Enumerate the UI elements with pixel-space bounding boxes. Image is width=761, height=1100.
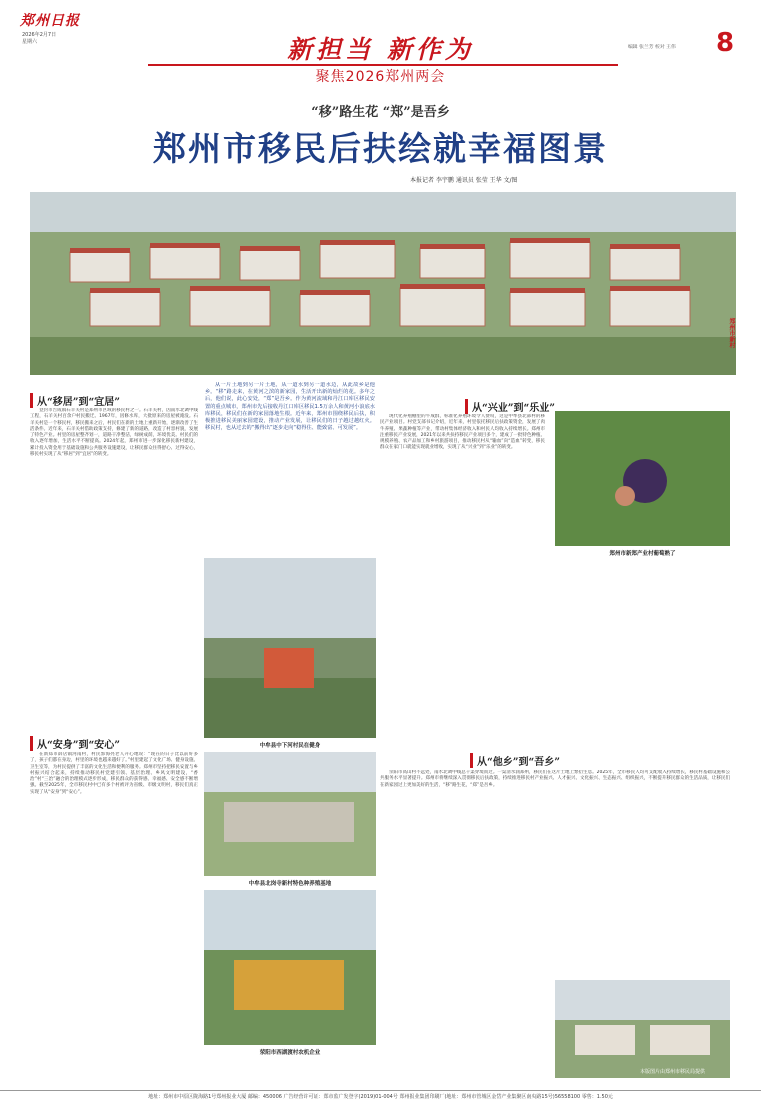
corner-illustration <box>555 980 730 1078</box>
breeding-base-illustration <box>204 752 376 876</box>
page-footer: 地址：郑州市中原区陇海路1号郑州报业大厦 邮编：450006 广告经营许可证：郑市监广发登字(2019)01-004号 郑州报业集团印刷厂(地址：郑州市管城区金岱产业集聚区南央路15号)56558100 零售：1.50元 <box>0 1090 761 1100</box>
village-photo-illustration <box>30 192 736 375</box>
image-fitness <box>204 558 376 738</box>
article-byline: 本报记者 李宇鹏 通讯员 张莹 王华 文/图 <box>410 177 518 184</box>
fitness-illustration <box>204 558 376 738</box>
section-body-1: 登封市告成镇石羊关村是郑州市区域的移民村之一。石羊关村，因南水北调中线工程，石羊关村百余户村民搬迁。1967年，因修水库，大批原来的房屋被淹没。石羊关村是一个移民村，移民搬来之后，村民们在新的土地上重新开始，逐渐改善了生活条件。近年来，石羊关村借助政策支持，修建了新的道路，改造了村容村貌，发展了特色产业。村里的房屋整齐划一，道路干净整洁，绿树成荫，环境优美。村民们的收入逐年增加，生活水平不断提高。2024年起，郑州市进一步深化移民新村建设，累计投入资金用于基础设施和公共服务设施建设，让移民群众住得舒心、过得安心，移民村实现了从“移居”到“宜居”的转变。 <box>30 408 198 458</box>
focus-banner: 聚焦2026郑州两会 <box>315 69 446 85</box>
issue-date-line: 2026年2月7日 <box>22 32 57 38</box>
corner-photo-credit: 本版图片由郑州市移民局提供 <box>640 1069 706 1075</box>
image-corner <box>555 980 730 1078</box>
main-village-photo <box>30 192 736 375</box>
image-farm-machinery <box>204 890 376 1045</box>
caption-grapes: 郑州市新郑产业村葡萄熟了 <box>609 551 676 557</box>
page-number: 8 <box>716 28 735 58</box>
section-heading-1: 从“移居”到“宜居” <box>30 393 120 408</box>
section-body-3-continued <box>560 560 730 740</box>
farm-machinery-illustration <box>204 890 376 1045</box>
photo-caption: 郑州市新村 <box>728 318 735 348</box>
page-slogan: 新担当 新作为 <box>287 35 474 64</box>
section-heading-4: 从“他乡”到“吾乡” <box>470 753 560 768</box>
section-heading-2: 从“安身”到“安心” <box>30 736 120 751</box>
article-headline: 郑州市移民后扶绘就幸福图景 <box>153 129 608 168</box>
grapes-illustration <box>555 411 730 546</box>
caption-breeding-base: 中牟县北岗寺新村特色种养殖基地 <box>248 881 332 887</box>
image-breeding-base <box>204 752 376 876</box>
article-intro: 从一片土地到另一片土地，从一道水到另一道水边，从此故乡是他乡。“移”路走来，在黄河之滨的新家园，生活开出新的灿烂的花。多年之后，他们说，此心安处，“郑”是吾乡。作为黄河流域和丹江口库区移民安置的重点城市，郑州市先后接收丹江口库区移民1.5万余人和黄河小浪底水库移民，移民们在新的家园落地生根。近年来，郑州市围绕移民后扶，积极推进移民美丽家园建设，推动产业发展，让移民们的日子越过越红火。移民村，也从过去的“搬得出”逐步走向“稳得住、能致富、可发展”。 <box>205 382 375 432</box>
issue-weekday-line: 星期六 <box>22 39 38 45</box>
editor-credit: 编辑 张兰芳 校对 王伟 <box>628 45 676 50</box>
section-heading-3: 从“兴业”到“乐业” <box>465 399 555 414</box>
article-subtitle: “移”路生花 “郑”是吾乡 <box>311 105 450 120</box>
section-body-3: 现代化养殖棚里的牛成群，标准化养殖环境令人赞叹，这是中牟县北部村的移民产业项目。村党支部书记介绍，近年来，村里依托移民后扶政策资金，发展了肉牛养殖、果蔬种植等产业，带动村集体经济收入和村民人均收入持续增长。郑州市注重移民产业发展，2021年以来共扶持移民产业项目多个，建成了一批特色种植、规模养殖、农产品加工和乡村旅游项目，推动移民村从“输血”向“造血”转变，移民群众在家门口就能实现就业增收，实现了从“兴业”到“乐业”的转变。 <box>380 414 545 451</box>
section-body-2: 在新郑市薛店镇河南村，村民郭海亮老人开心地说：“现在的日子比以前好多了，孩子们都在身边，村里的环境也越来越好了。”村里建起了文化广场、健身设施、卫生室等，为村民提供了丰富的文化生活和便利的服务。郑州市坚持把移民安置与乡村振兴结合起来，持续推动移民村党建引领、基层治理、乡风文明建设，“香治”村“三治”融合的治理模式逐步形成，移民群众的获得感、幸福感、安全感不断增强。截至2025年，全市移民村中已有多个村被评为省级、市级文明村，移民们真正实现了从“安身”到“安心”。 <box>30 752 198 795</box>
caption-fitness: 中牟县中下河村民在健身 <box>259 743 321 749</box>
newspaper-brand-logo: 郑州日报 <box>20 13 80 29</box>
section-body-4: 荥阳市高山村不远处，南水北调中线总干渠穿境而过。一渠清水润郑州，移民们在这片土地上繁衍生息。2025年，全市移民人均可支配收入持续增长，移民村基础设施和公共服务水平显著提升。郑州市将继续深入贯彻移民后扶政策，持续推进移民村产业振兴、人才振兴、文化振兴、生态振兴、组织振兴，不断提升移民群众的生活品质，让移民们在新家园过上更加美好的生活，“移”路生花，“郑”是吾乡。 <box>380 770 730 788</box>
caption-farm-machinery: 荥阳市西湖渡村农机企业 <box>259 1050 321 1056</box>
image-grapes <box>555 411 730 546</box>
